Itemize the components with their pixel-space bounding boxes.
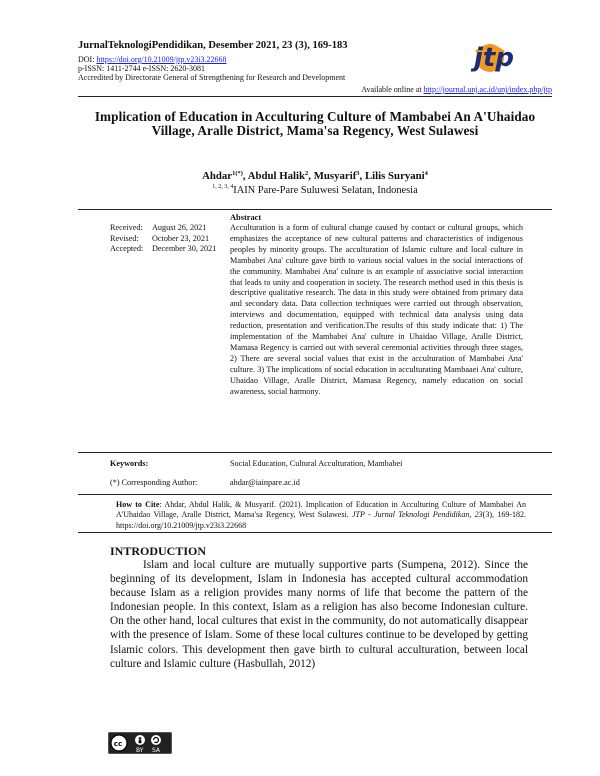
received-date: August 26, 2021 [152,223,207,232]
header-divider [78,96,552,97]
cite-bottom-divider [78,532,552,533]
abstract-text: Acculturation is a form of cultural change caused by contact or cultural groups, which emphasizes the acceptance of new cultural patterns and characteristics of indigenous peoples by minority groups. The acculturation of Islamic culture and local culture in Mambabei Ana' culture gave birth to various social values in the social interactions of the community. Mambabei Ana' culture is an example of associative social interaction that leads to unity and cooperation in society. The research method used in this thesis is descriptive qualitative research. The data in this study were obtained from primary data and secondary data. Data collection techniques were carried out through observation, interviews and documentation, equipped with technical data analysis using data reduction, presentation and verification.The results of this study indicate that: 1) The implementation of the Mambabei Ana' culture in Uhaidao Village, Aralle District, Mamasa Regency is carried out with several ceremonial activities through three stages, 2) There are several social values that exist in the acculturation of Mambabei Ana' culture. 3) The implications of social education in acculturating Mambaaei Ana' culture, Uhaidao Village, Aralle District, Mamasa Regency, namely education on social awareness, social harmony. [230,223,523,396]
available-online [361,85,552,94]
revised-date: October 23, 2021 [152,233,210,243]
journal-url-link[interactable]: http://journal.unj.ac.id/unj/index.php/jtp [423,85,552,94]
doi-label: DOI: [78,55,97,64]
svg-text:cc: cc [113,740,123,748]
author-2: Abdul Halik [247,170,306,182]
keywords-text: Social Education, Cultural Acculturation, Mambabei [230,459,403,468]
by-person-icon [135,735,145,745]
article-dates: Received: August 26, 2021 Revised: October 23, 2021 Accepted: December 30, 2021 [110,223,217,254]
online-label: Available online at [361,85,424,94]
doi-link[interactable]: https://doi.org/10.21009/jtp.v23i3.22668 [96,55,227,64]
journal-citation-line: JurnalTeknologiPendidikan, Desember 2021, 23 (3), 169-183 [78,40,348,51]
sa-label: SA [152,747,161,754]
sa-share-icon [151,735,161,745]
paper-title: Implication of Education in Acculturing Culture of Mambabei An A'Uhaidao Village, Aralle District, Mama'sa Regency, West Sulawesi [94,109,536,138]
accreditation-line: Accredited by Directorate General of Strengthening for Research and Development [78,73,346,82]
jtp-logo [468,36,544,76]
how-to-cite: How to Cite: Ahdar, Abdul Halik, & Musyarif. (2021). Implication of Education in Acculturing Culture of Mambabei An A'Uhaidao Village, Aralle District, Mama'sa Regency, West Sulawesi. JTP - Jurnal Teknologi Pendidikan, 23(3), 169-182. https://doi.org/10.21009/jtp.v23i3.22668 [116,500,526,530]
abstract-bottom-divider [78,452,552,453]
cite-top-divider [78,494,552,495]
corresponding-label: (*) Corresponding Author: [110,478,198,487]
author-3: Musyarif [313,170,357,182]
issn-line: p-ISSN: 1411-2744 e-ISSN: 2620-3081 [78,64,206,73]
cite-label: How to Cite [116,500,160,509]
author-4: Lilis Suryani [364,170,425,182]
abstract-top-divider [78,209,552,210]
corresponding-email: ahdar@iainpare.ac.id [230,478,300,487]
accepted-date: December 30, 2021 [152,244,217,254]
author-list: Ahdar$^{1(*)}$, Abdul Halik$^2$, Musyarif$^3$, Lilis Suryani$^4$ [202,170,428,182]
doi-line [78,55,227,64]
introduction-paragraph: Islam and local culture are mutually supportive parts (Sumpena, 2012). Since the beginning of its development, Islam in Indonesia has accepted cultural accommodation because Islam as a religion provides many norms of life that become the pattern of the Indonesian people. In this context, Islam as a religion has also become Indonesian culture. On the other hand, local cultures that exist in the community, do not automatically disappear with the presence of Islam. Some of these local cultures continue to be developed by getting Islamic colors. This development then gave birth to cultural acculturation, between local culture and Islamic culture (Hasbullah, 2012) [110,559,528,670]
cc-license-badge[interactable] [108,732,172,754]
keywords-label: Keywords: [110,459,149,468]
affiliation: $^{1, 2, 3, 4}$IAIN Pare-Pare Suluwesi Selatan, Indonesia [212,184,418,196]
logo-text: jtp [474,43,514,73]
author-1: Ahdar [202,170,233,182]
introduction-heading: INTRODUCTION [110,544,207,558]
abstract-heading: Abstract [230,213,262,222]
by-label: BY [136,747,144,754]
